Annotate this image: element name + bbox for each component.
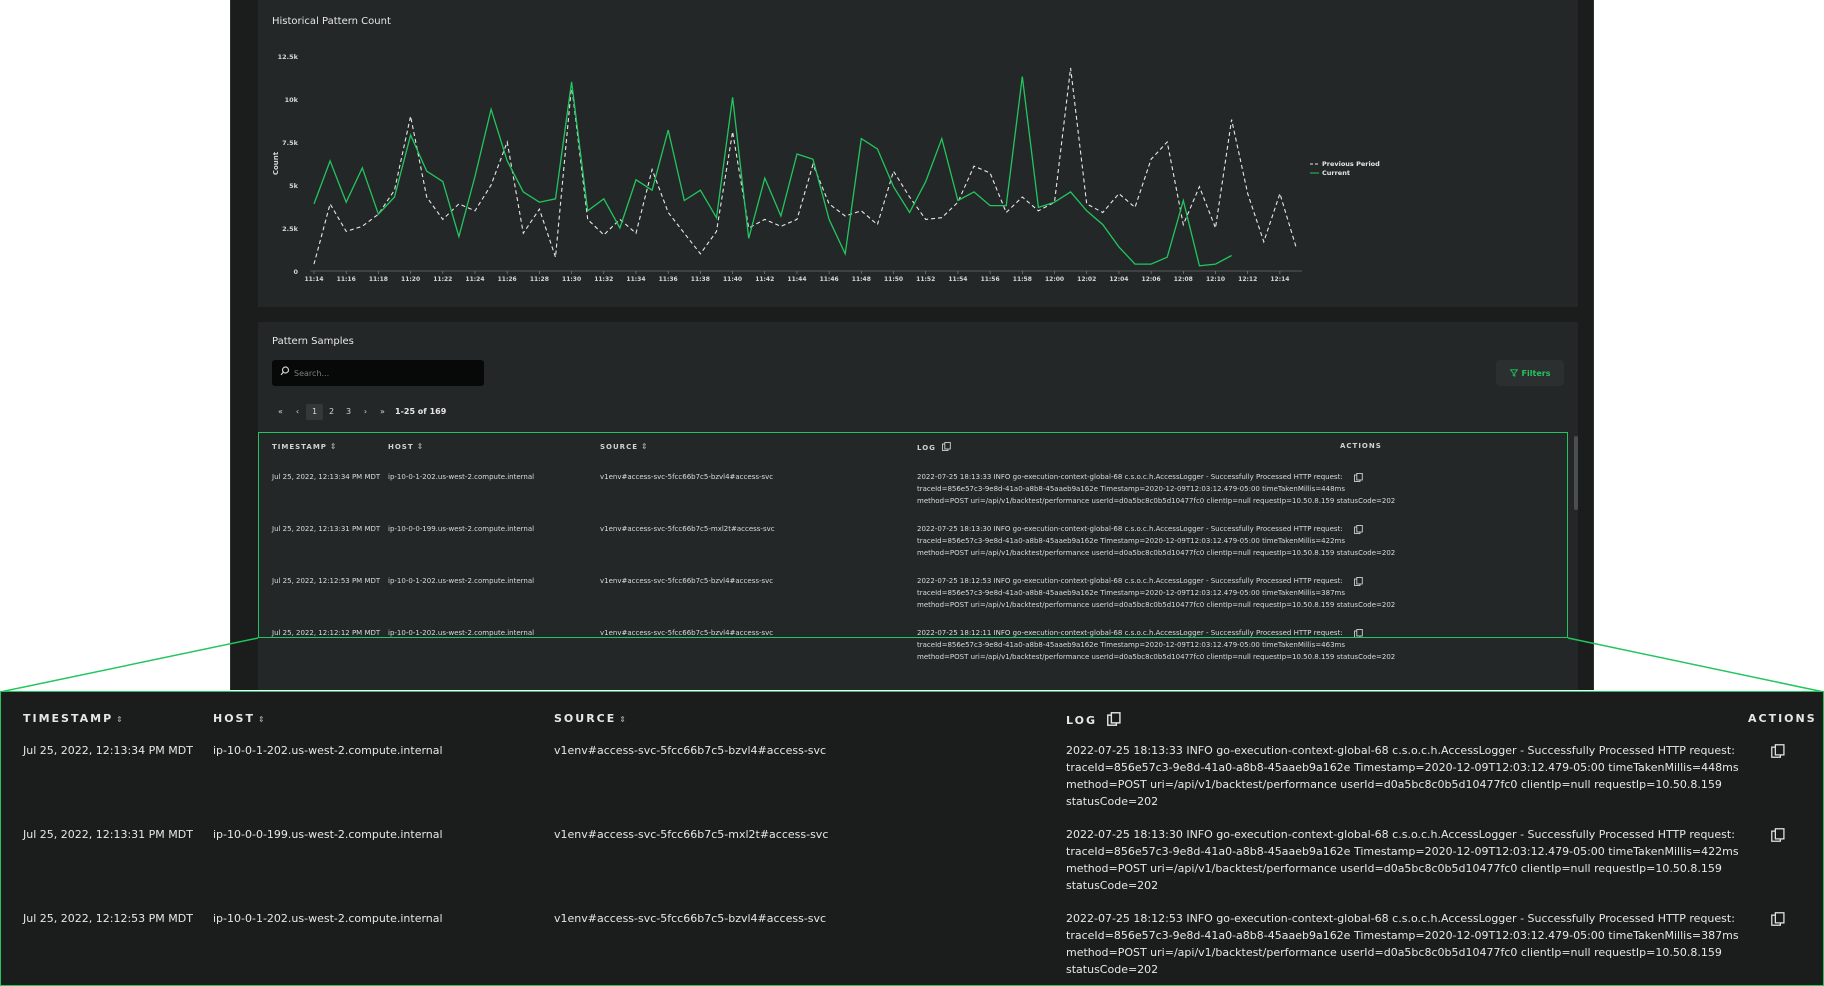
x-tick-label: 11:30 <box>562 276 582 283</box>
x-tick-label: 12:06 <box>1141 276 1161 283</box>
row-log: 2022-07-25 18:13:33 INFO go-execution-context-global-68 c.s.o.c.h.AccessLogger - Successfully Processed HTTP request: traceId=856e57c3-9e8d-41a0-a8b8-45aaeb9a162e Timestamp=2020-12-09T12:03:12.479-05:00 timeTakenMillis=448ms method=POST uri=/api/v1/backtest/performance userId=d0a5bc8c0b5d10477fc0 clientIp=null requestIp=10.50.8.159 statusCode=202 <box>917 473 1396 505</box>
last-page-button[interactable]: » <box>380 407 385 416</box>
filter-icon <box>1510 369 1518 377</box>
row-host: ip-10-0-0-199.us-west-2.compute.internal <box>213 828 443 841</box>
x-tick-label: 11:48 <box>851 276 871 283</box>
row-log: 2022-07-25 18:12:53 INFO go-execution-context-global-68 c.s.o.c.h.AccessLogger - Successfully Processed HTTP request: traceId=856e57c3-9e8d-41a0-a8b8-45aaeb9a162e Timestamp=2020-12-09T12:03:12.479-05:00 timeTakenMillis=387ms method=POST uri=/api/v1/backtest/performance userId=d0a5bc8c0b5d10477fc0 clientIp=null requestIp=10.50.8.159 statusCode=202 <box>1066 912 1739 976</box>
samples-title: Pattern Samples <box>272 336 354 347</box>
x-tick-label: 11:46 <box>819 276 839 283</box>
x-tick-label: 11:40 <box>723 276 743 283</box>
y-tick-label: 10k <box>284 96 298 104</box>
x-tick-label: 11:20 <box>401 276 421 283</box>
row-source: v1env#access-svc-5fcc66b7c5-bzvl4#access-svc <box>600 629 774 637</box>
zoom-column-header-host[interactable]: HOST ⇕ <box>213 712 265 725</box>
row-log: 2022-07-25 18:12:53 INFO go-execution-context-global-68 c.s.o.c.h.AccessLogger - Successfully Processed HTTP request: traceId=856e57c3-9e8d-41a0-a8b8-45aaeb9a162e Timestamp=2020-12-09T12:03:12.479-05:00 timeTakenMillis=387ms method=POST uri=/api/v1/backtest/performance userId=d0a5bc8c0b5d10477fc0 clientIp=null requestIp=10.50.8.159 statusCode=202 <box>917 577 1396 609</box>
column-header-host[interactable]: HOST ⇕ <box>388 442 424 451</box>
row-log: 2022-07-25 18:13:30 INFO go-execution-context-global-68 c.s.o.c.h.AccessLogger - Successfully Processed HTTP request: traceId=856e57c3-9e8d-41a0-a8b8-45aaeb9a162e Timestamp=2020-12-09T12:03:12.479-05:00 timeTakenMillis=422ms method=POST uri=/api/v1/backtest/performance userId=d0a5bc8c0b5d10477fc0 clientIp=null requestIp=10.50.8.159 statusCode=202 <box>1066 828 1739 892</box>
row-host: ip-10-0-1-202.us-west-2.compute.internal <box>213 912 443 925</box>
row-timestamp: Jul 25, 2022, 12:12:12 PM MDT <box>272 629 381 637</box>
x-tick-label: 12:04 <box>1109 276 1129 283</box>
search-box[interactable] <box>272 360 484 386</box>
x-tick-label: 12:02 <box>1077 276 1097 283</box>
y-tick-label: 5k <box>289 182 298 190</box>
historical-pattern-chart-panel <box>258 0 1578 307</box>
filters-label: Filters <box>1521 368 1551 378</box>
copy-icon[interactable] <box>1771 828 1785 842</box>
row-timestamp: Jul 25, 2022, 12:12:53 PM MDT <box>272 577 381 585</box>
row-timestamp: Jul 25, 2022, 12:13:34 PM MDT <box>23 744 193 757</box>
x-tick-label: 11:54 <box>948 276 968 283</box>
row-timestamp: Jul 25, 2022, 12:12:53 PM MDT <box>23 912 193 925</box>
page-2-button[interactable]: 2 <box>328 407 335 416</box>
row-log: 2022-07-25 18:13:33 INFO go-execution-context-global-68 c.s.o.c.h.AccessLogger - Successfully Processed HTTP request: traceId=856e57c3-9e8d-41a0-a8b8-45aaeb9a162e Timestamp=2020-12-09T12:03:12.479-05:00 timeTakenMillis=448ms method=POST uri=/api/v1/backtest/performance userId=d0a5bc8c0b5d10477fc0 clientIp=null requestIp=10.50.8.159 statusCode=202 <box>1066 744 1739 808</box>
row-log: 2022-07-25 18:13:30 INFO go-execution-context-global-68 c.s.o.c.h.AccessLogger - Successfully Processed HTTP request: traceId=856e57c3-9e8d-41a0-a8b8-45aaeb9a162e Timestamp=2020-12-09T12:03:12.479-05:00 timeTakenMillis=422ms method=POST uri=/api/v1/backtest/performance userId=d0a5bc8c0b5d10477fc0 clientIp=null requestIp=10.50.8.159 statusCode=202 <box>917 525 1396 557</box>
y-tick-label: 0 <box>293 268 298 276</box>
x-tick-label: 12:10 <box>1205 276 1226 283</box>
row-source: v1env#access-svc-5fcc66b7c5-bzvl4#access-svc <box>554 744 827 757</box>
search-input[interactable] <box>294 363 474 383</box>
x-tick-label: 11:18 <box>368 276 388 283</box>
row-host: ip-10-0-1-202.us-west-2.compute.internal <box>388 473 535 481</box>
x-tick-label: 12:12 <box>1238 276 1258 283</box>
column-header-actions: ACTIONS <box>1340 442 1382 450</box>
y-tick-label: 7.5k <box>282 139 298 147</box>
page-1-button[interactable]: 1 <box>306 404 323 420</box>
copy-icon <box>1107 712 1121 726</box>
x-tick-label: 11:22 <box>433 276 453 283</box>
zoom-column-header-log[interactable]: LOG <box>1066 712 1121 727</box>
row-timestamp: Jul 25, 2022, 12:13:31 PM MDT <box>23 828 193 841</box>
filters-button[interactable] <box>1496 360 1564 386</box>
series-line-current <box>314 77 1232 266</box>
column-header-timestamp[interactable]: TIMESTAMP ⇕ <box>272 442 337 451</box>
x-tick-label: 11:56 <box>980 276 1000 283</box>
x-tick-label: 11:28 <box>529 276 549 283</box>
zoom-column-header-source[interactable]: SOURCE ⇕ <box>554 712 626 725</box>
x-tick-label: 12:14 <box>1270 276 1290 283</box>
row-source: v1env#access-svc-5fcc66b7c5-mxl2t#access-svc <box>554 828 829 841</box>
copy-icon[interactable] <box>1771 744 1785 758</box>
chart-title: Historical Pattern Count <box>272 16 391 27</box>
first-page-button[interactable]: « <box>278 407 283 416</box>
row-host: ip-10-0-1-202.us-west-2.compute.internal <box>213 744 443 757</box>
pagination-range: 1-25 of 169 <box>395 407 447 416</box>
historical-pattern-chart <box>258 0 1578 307</box>
x-tick-label: 11:16 <box>336 276 356 283</box>
x-tick-label: 11:26 <box>497 276 517 283</box>
search-icon <box>280 366 290 376</box>
y-axis-label: Count <box>272 151 280 176</box>
next-page-button[interactable]: › <box>363 407 368 416</box>
row-source: v1env#access-svc-5fcc66b7c5-mxl2t#access-svc <box>600 525 775 533</box>
zoomed-table-callout <box>0 691 1824 986</box>
zoom-column-header-actions: ACTIONS <box>1748 712 1817 725</box>
row-source: v1env#access-svc-5fcc66b7c5-bzvl4#access-svc <box>600 577 774 585</box>
x-tick-label: 11:24 <box>465 276 485 283</box>
row-host: ip-10-0-1-202.us-west-2.compute.internal <box>388 577 535 585</box>
copy-icon[interactable] <box>1771 912 1785 926</box>
row-host: ip-10-0-1-202.us-west-2.compute.internal <box>388 629 535 637</box>
x-tick-label: 11:14 <box>304 276 324 283</box>
x-tick-label: 11:58 <box>1012 276 1032 283</box>
x-tick-label: 12:08 <box>1173 276 1193 283</box>
x-tick-label: 11:50 <box>883 276 904 283</box>
legend-label: Current <box>1322 169 1350 177</box>
x-tick-label: 11:52 <box>916 276 936 283</box>
row-log: 2022-07-25 18:12:11 INFO go-execution-context-global-68 c.s.o.c.h.AccessLogger - Successfully Processed HTTP request: traceId=856e57c3-9e8d-41a0-a8b8-45aaeb9a162e Timestamp=2020-12-09T12:03:12.479-05:00 timeTakenMillis=463ms method=POST uri=/api/v1/backtest/performance userId=d0a5bc8c0b5d10477fc0 clientIp=null requestIp=10.50.8.159 statusCode=202 <box>917 629 1396 661</box>
x-tick-label: 11:42 <box>755 276 775 283</box>
x-tick-label: 11:34 <box>626 276 646 283</box>
x-tick-label: 11:38 <box>690 276 710 283</box>
y-tick-label: 2.5k <box>282 225 298 233</box>
x-tick-label: 12:00 <box>1044 276 1065 283</box>
table-scrollbar[interactable] <box>1574 436 1578 510</box>
column-header-log[interactable]: LOG <box>917 442 951 452</box>
column-header-source[interactable]: SOURCE ⇕ <box>600 442 648 451</box>
prev-page-button[interactable]: ‹ <box>295 407 300 416</box>
x-tick-label: 11:32 <box>594 276 614 283</box>
pagination <box>272 404 446 420</box>
series-line-previous-period <box>314 68 1296 264</box>
legend-label: Previous Period <box>1322 160 1380 168</box>
y-tick-label: 12.5k <box>277 53 298 61</box>
x-tick-label: 11:36 <box>658 276 678 283</box>
zoom-highlight-frame <box>258 432 1568 638</box>
row-timestamp: Jul 25, 2022, 12:13:31 PM MDT <box>272 525 381 533</box>
page-3-button[interactable]: 3 <box>345 407 352 416</box>
row-host: ip-10-0-0-199.us-west-2.compute.internal <box>388 525 535 533</box>
zoom-column-header-timestamp[interactable]: TIMESTAMP ⇕ <box>23 712 123 725</box>
row-source: v1env#access-svc-5fcc66b7c5-bzvl4#access-svc <box>600 473 774 481</box>
row-source: v1env#access-svc-5fcc66b7c5-bzvl4#access-svc <box>554 912 827 925</box>
x-tick-label: 11:44 <box>787 276 807 283</box>
row-timestamp: Jul 25, 2022, 12:13:34 PM MDT <box>272 473 381 481</box>
